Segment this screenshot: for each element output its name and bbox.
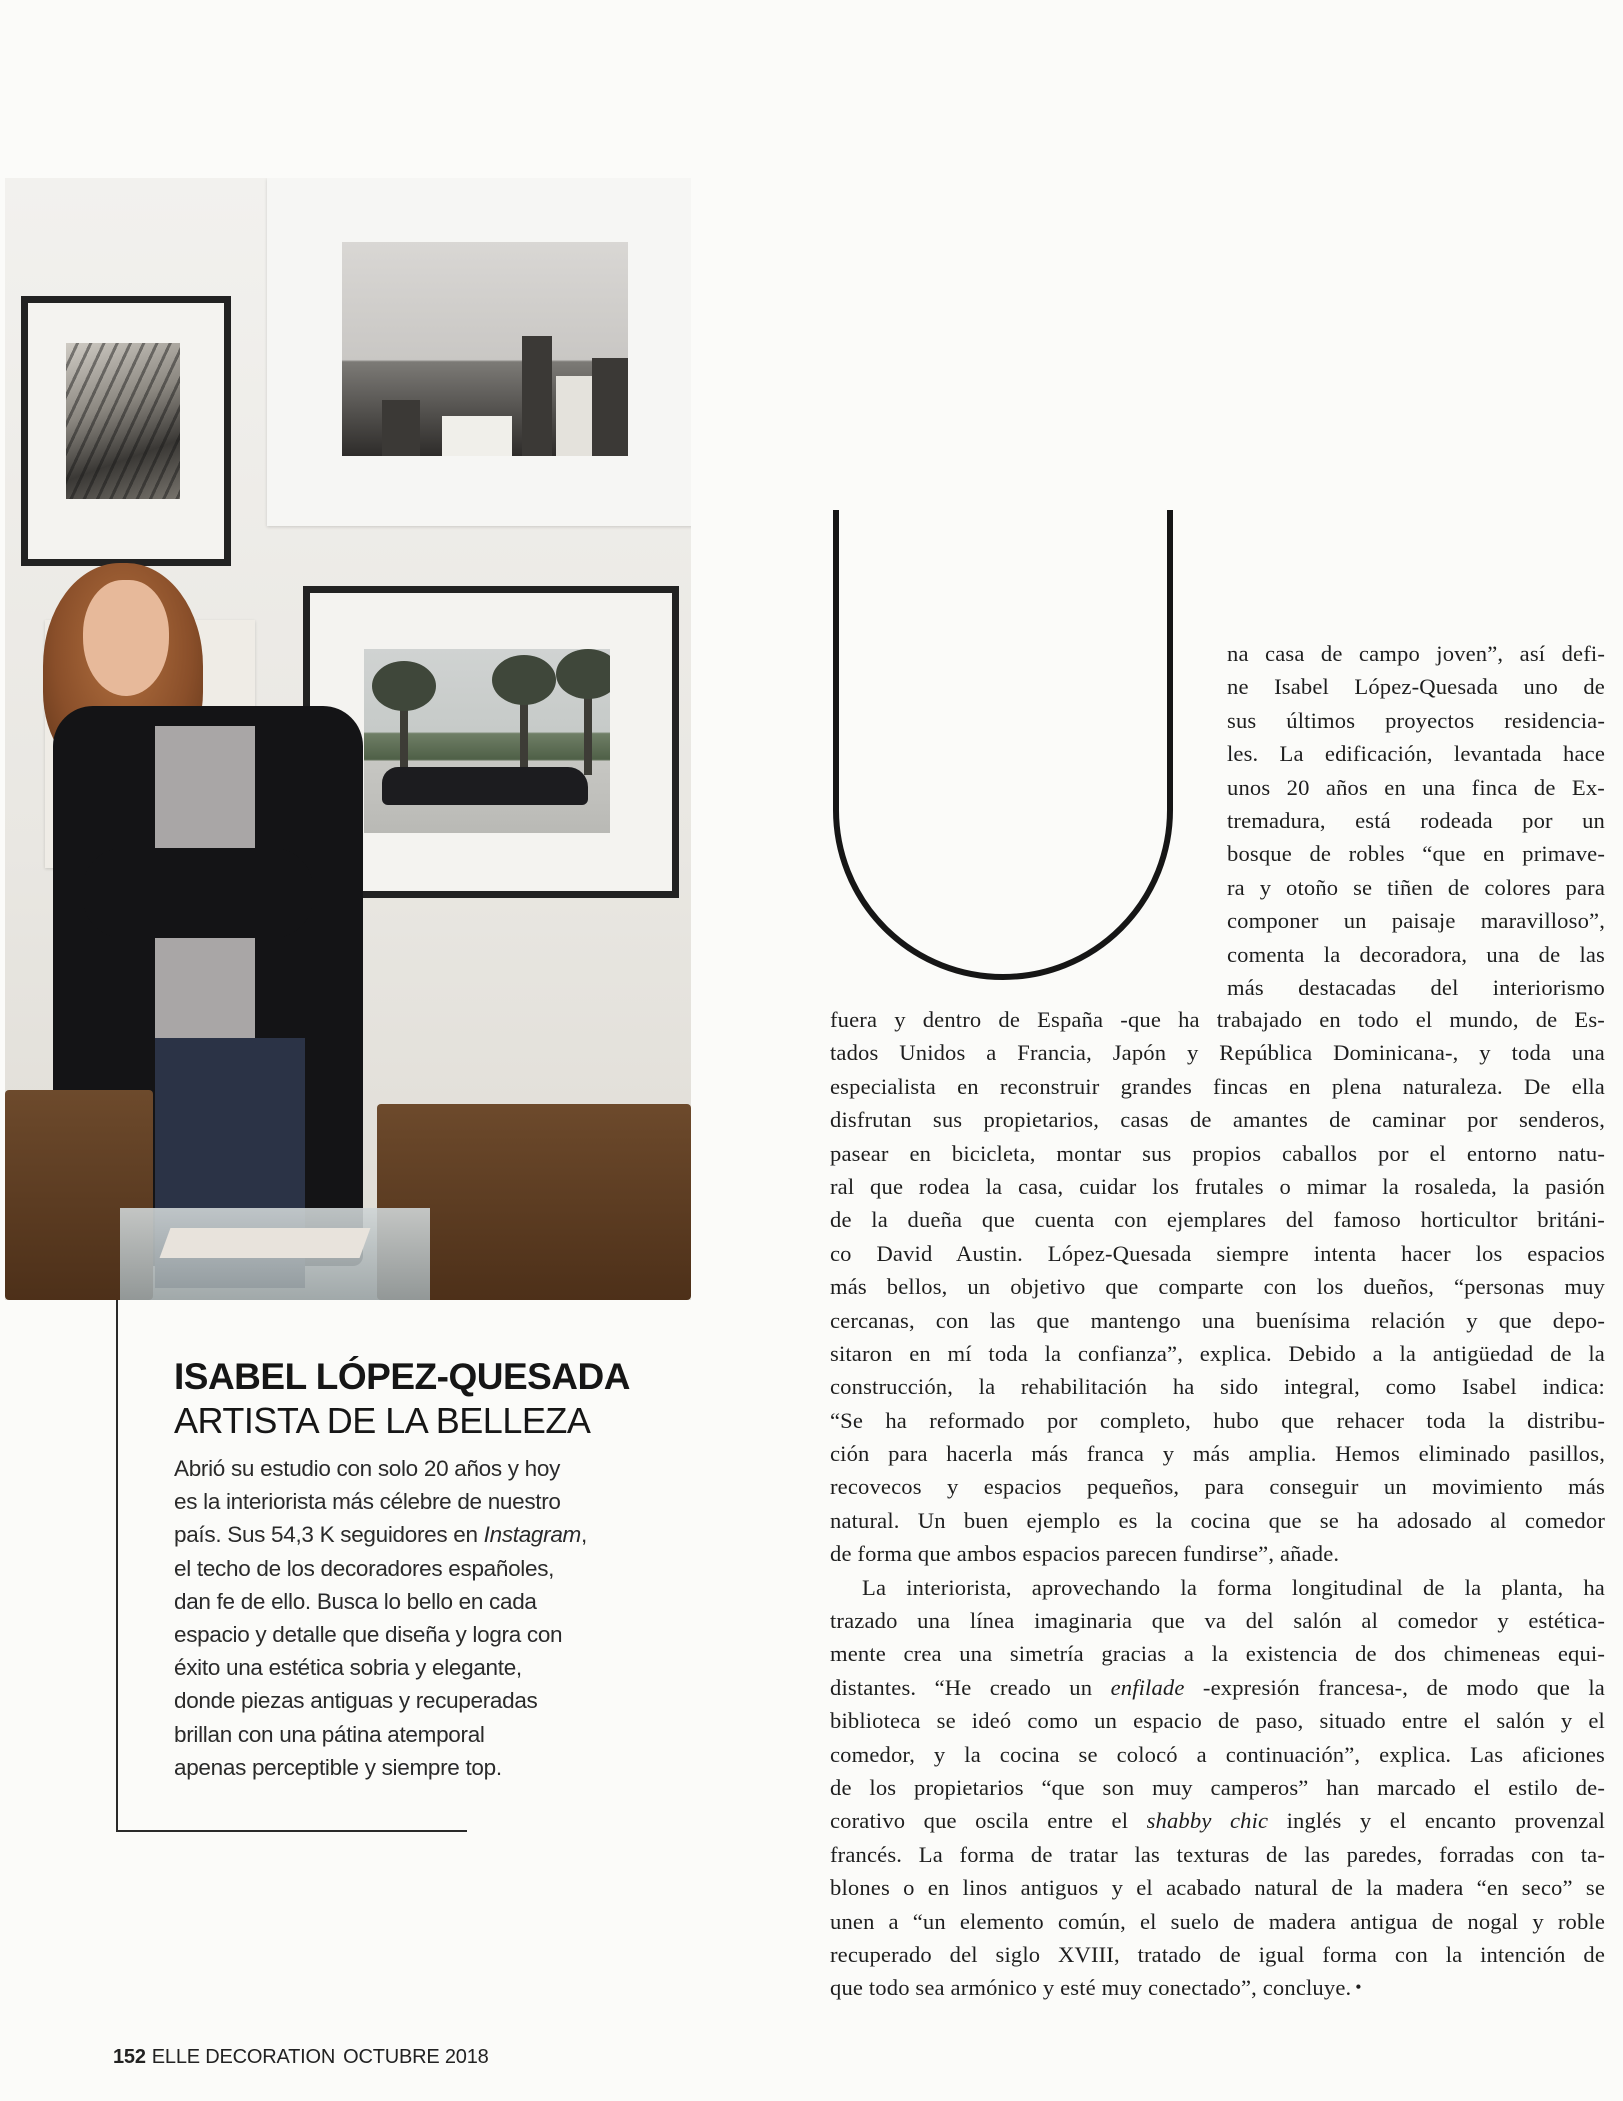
article-line: blones o en linos antiguos y el acabado natural de la madera “en seco” se bbox=[830, 1875, 1605, 1901]
article-line: co David Austin. López-Quesada siempre intenta hacer los espacios bbox=[830, 1240, 1605, 1266]
end-mark: • bbox=[1355, 1977, 1362, 1998]
article-line: sus últimos proyectos residencia- bbox=[1227, 707, 1605, 733]
article-line: recovecos y espacios pequeños, para conseguir un movimiento más bbox=[830, 1474, 1605, 1500]
sidebar-line: brillan con una pátina atemporal bbox=[174, 1721, 485, 1747]
article-line: distantes. “He creado un enfilade -expresión francesa-, de modo que la bbox=[830, 1674, 1605, 1700]
framed-stair-photo bbox=[21, 296, 231, 566]
article-line: disfrutan sus propietarios, casas de amantes de caminar por senderos, bbox=[830, 1107, 1605, 1133]
article-line: tados Unidos a Francia, Japón y República Dominicana-, y toda una bbox=[830, 1040, 1605, 1066]
article-line: francés. La forma de tratar las texturas de las paredes, forradas con ta- bbox=[830, 1841, 1605, 1867]
article-line: tremadura, está rodeada por un bbox=[1227, 807, 1605, 833]
page-number: 152 bbox=[113, 2046, 146, 2068]
sidebar-line: éxito una estética sobria y elegante, bbox=[174, 1655, 522, 1681]
article-intro bbox=[1227, 637, 1605, 1004]
magazines-on-table bbox=[160, 1228, 371, 1258]
article-line: fuera y dentro de España -que ha trabajado en todo el mundo, de Es- bbox=[830, 1007, 1605, 1032]
article-line: de la dueña que cuenta con ejemplares del famoso horticultor británi- bbox=[830, 1207, 1605, 1233]
article-line: comedor, y la cocina se colocó a continuación”, explica. Las aficiones bbox=[830, 1741, 1605, 1767]
sidebar-line: país. Sus 54,3 K seguidores en Instagram, bbox=[174, 1522, 587, 1548]
article-line: que todo sea armónico y esté muy conectado”, concluye. • bbox=[830, 1975, 1362, 2001]
sidebar-line: espacio y detalle que diseña y logra con bbox=[174, 1622, 563, 1648]
sidebar-rule-vertical bbox=[116, 1300, 118, 1830]
sidebar-line: el techo de los decoradores españoles, bbox=[174, 1555, 555, 1581]
issue-date: OCTUBRE 2018 bbox=[343, 2046, 489, 2068]
article-line: biblioteca se ideó como un espacio de paso, situado entre el salón y el bbox=[830, 1708, 1605, 1734]
article-line: unos 20 años en una finca de Ex- bbox=[1227, 774, 1605, 800]
article-line: especialista en reconstruir grandes fincas en plena naturaleza. De ella bbox=[830, 1073, 1605, 1099]
magazine-name: ELLE DECORATION bbox=[151, 2046, 336, 2068]
article-line: recuperado del siglo XVIII, tratado de igual forma con la intención de bbox=[830, 1941, 1605, 1967]
article-line: pasear en bicicleta, montar sus propios caballos por el entorno natu- bbox=[830, 1140, 1605, 1166]
page-footer bbox=[113, 2046, 489, 2069]
article-line: más destacadas del interiorismo bbox=[1227, 974, 1605, 1000]
article-line: mente crea una simetría gracias a la existencia de dos chimeneas equi- bbox=[830, 1641, 1605, 1667]
dropcap-letter bbox=[830, 510, 1182, 992]
article-line: les. La edificación, levantada hace bbox=[1227, 741, 1605, 767]
article-line: na casa de campo joven”, así defi- bbox=[1227, 641, 1605, 666]
sidebar-line: apenas perceptible y siempre top. bbox=[174, 1754, 502, 1780]
sidebar-line: Abrió su estudio con solo 20 años y hoy bbox=[174, 1456, 561, 1481]
article-line: construcción, la rehabilitación ha sido integral, como Isabel indica: bbox=[830, 1374, 1605, 1400]
sidebar-rule-horizontal bbox=[116, 1830, 467, 1832]
article-line: de forma que ambos espacios parecen fundirse”, añade. bbox=[830, 1541, 1340, 1567]
article-line: cercanas, con las que mantengo una buenísima relación y que depo- bbox=[830, 1307, 1605, 1333]
sidebar-line: donde piezas antiguas y recuperadas bbox=[174, 1688, 538, 1714]
dropcap-text: U bbox=[830, 510, 831, 511]
sidebar-name: ISABEL LÓPEZ-QUESADA bbox=[174, 1356, 630, 1397]
article-line: corativo que oscila entre el shabby chic inglés y el encanto provenzal bbox=[830, 1808, 1605, 1834]
article-line: más bellos, un objetivo que comparte con los dueños, “personas muy bbox=[830, 1274, 1605, 1300]
article-line: bosque de robles “que en primave- bbox=[1227, 841, 1605, 867]
article-body bbox=[830, 1003, 1605, 2005]
article-line: de los propietarios “que son muy camperos” han marcado el estilo de- bbox=[830, 1774, 1605, 1800]
article-line: ne Isabel López-Quesada uno de bbox=[1227, 674, 1605, 700]
article-line: ra y otoño se tiñen de colores para bbox=[1227, 874, 1605, 900]
sidebar-line: es la interiorista más célebre de nuestro bbox=[174, 1489, 561, 1515]
article-line: La interiorista, aprovechando la forma longitudinal de la planta, ha bbox=[862, 1574, 1605, 1600]
article-line: ral que rodea la casa, cuidar los frutales o mimar la rosaleda, la pasión bbox=[830, 1173, 1605, 1199]
article-line: componer un paisaje maravilloso”, bbox=[1227, 908, 1605, 934]
instagram-word: Instagram bbox=[483, 1522, 581, 1548]
sidebar-body bbox=[174, 1452, 634, 1784]
article-line: “Se ha reformado por completo, hubo que rehacer toda la distribu- bbox=[830, 1407, 1605, 1433]
article-line: comenta la decoradora, una de las bbox=[1227, 941, 1605, 967]
article-line: trazado una línea imaginaria que va del salón al comedor y estética- bbox=[830, 1608, 1605, 1634]
article-line: ción para hacerla más franca y más amplia. Hemos eliminado pasillos, bbox=[830, 1441, 1605, 1467]
article-line: natural. Un buen ejemplo es la cocina que se ha adosado al comedor bbox=[830, 1507, 1605, 1533]
sidebar-subtitle: ARTISTA DE LA BELLEZA bbox=[174, 1400, 591, 1441]
sidebar-line: dan fe de ello. Busca lo bello en cada bbox=[174, 1588, 537, 1614]
article-line: unen a “un elemento común, el suelo de madera antigua de nogal y roble bbox=[830, 1908, 1605, 1934]
framed-city-photo bbox=[267, 178, 691, 526]
article-line: sitaron en mí toda la confianza”, explica. Debido a la antigüedad de la bbox=[830, 1340, 1605, 1366]
portrait-photo bbox=[5, 178, 691, 1300]
